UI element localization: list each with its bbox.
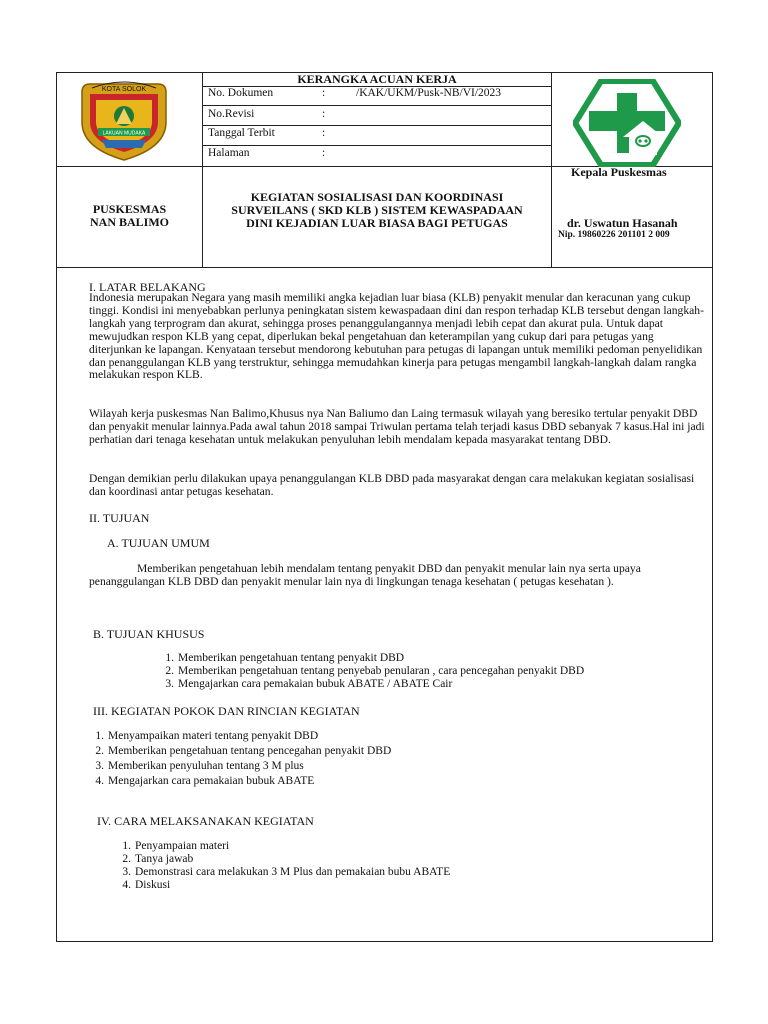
signer-nip: Nip. 19860226 201101 2 009 xyxy=(558,230,670,240)
field-separator: : xyxy=(322,87,326,99)
paragraph-text: Wilayah kerja puskesmas Nan Balimo,Khusus nya Nan Baliumo dan Laing termasuk wilayah yang beresiko tertular penyakit DBD dan penyakit menular lainnya.Pada awal tahun 2018 sampai Triwulan pertama telah terjadi kasus DBD sebanyak 7 kasus.Hal ini jadi perhatian dari tenaga kesehatan untuk melakukan penyuluhan lebih mendalam kepada masyarakat tentang DBD. xyxy=(89,407,705,446)
list-number: 2. xyxy=(165,665,174,677)
list-item xyxy=(95,729,668,744)
paragraph-text: Indonesia merupakan Negara yang masih memiliki angka kejadian luar biasa (KLB) penyakit menular dan keracunan yang cukup tinggi. Kondisi ini menyebabkan perlunya peningkatan sistem kewaspadaan dini dan respon terhadap KLB tersebut dengan langkah-langkah yang terprogram dan akurat, sehingga proses penanggulangannya menjadi lebih cepat dan akurat pula. Untuk dapat mewujudkan respon KLB yang cepat, diperlukan bekal pengetahuan dan keterampilan yang cukup dari para petugas yang diterjunkan ke lapangan. Kenyataan tersebut mendorong kebutuhan para petugas di lapangan untuk memiliki pedoman penyelidikan dan penanggulangan KLB yang terstruktur, sehingga memudahkan kinerja para petugas mengambil langkah-langkah dalam rangka melakukan respon KLB. xyxy=(89,291,704,382)
list-item-text: Diskusi xyxy=(135,879,171,891)
field-label-halaman: Halaman xyxy=(208,147,250,159)
list-number: 3. xyxy=(165,678,174,690)
list-number: 2. xyxy=(95,745,104,757)
tujuan-umum-paragraph xyxy=(89,563,705,589)
header-rule xyxy=(202,105,551,106)
section-1-paragraph-2 xyxy=(89,408,705,447)
section-heading-kegiatan-pokok: III. KEGIATAN POKOK DAN RINCIAN KEGIATAN xyxy=(93,704,360,718)
signer-name: dr. Uswatun Hasanah xyxy=(567,216,678,230)
field-separator: : xyxy=(322,147,326,159)
list-item xyxy=(165,652,698,665)
list-number: 2. xyxy=(122,853,131,865)
list-number: 3. xyxy=(122,866,131,878)
list-item xyxy=(165,678,698,691)
list-number: 3. xyxy=(95,760,104,772)
document-type-title: KERANGKA ACUAN KERJA xyxy=(297,72,457,86)
org-name-line1: PUSKESMAS xyxy=(92,202,167,216)
list-number: 1. xyxy=(122,840,131,852)
kegiatan-pokok-list xyxy=(95,729,668,789)
list-item xyxy=(95,744,668,759)
header-divider-left xyxy=(202,72,203,267)
subsection-heading-tujuan-umum: A. TUJUAN UMUM xyxy=(107,536,210,550)
list-item xyxy=(122,866,675,879)
list-item-text: Memberikan pengetahuan tentang penyebab penularan , cara pencegahan penyakit DBD xyxy=(178,665,585,677)
header-divider-right xyxy=(551,72,552,267)
list-number: 1. xyxy=(95,730,104,742)
paragraph-text: Memberikan pengetahuan lebih mendalam tentang penyakit DBD dan penyakit menular lain nya serta upaya penanggulangan KLB DBD dan penyakit menular lain nya di lingkungan tenaga kesehatan ( petugas kesehatan ). xyxy=(89,562,641,588)
list-item-text: Penyampaian materi xyxy=(135,840,230,852)
org-name-line2: NAN BALIMO xyxy=(89,215,169,230)
cara-melaksanakan-list xyxy=(122,840,675,892)
list-number: 1. xyxy=(165,652,174,664)
list-item xyxy=(122,853,675,866)
emblem-ribbon-text: LAKUAN MUDAKA xyxy=(102,130,146,137)
field-value-no-dokumen: /KAK/UKM/Pusk-NB/VI/2023 xyxy=(356,87,502,99)
list-number: 4. xyxy=(95,775,104,787)
subsection-heading-tujuan-khusus: B. TUJUAN KHUSUS xyxy=(93,627,205,641)
list-item xyxy=(122,879,675,892)
list-item-text: Demonstrasi cara melakukan 3 M Plus dan pemakaian bubu ABATE xyxy=(135,866,451,878)
document-subject: KEGIATAN SOSIALISASI DAN KOORDINASI SURVEILANS ( SKD KLB ) SISTEM KEWASPADAAN DINI KEJADIAN LUAR BIASA BAGI PETUGAS xyxy=(231,190,523,231)
list-item xyxy=(122,840,675,853)
city-emblem-logo xyxy=(76,78,172,162)
emblem-top-text: KOTA SOLOK xyxy=(101,86,147,93)
section-heading-latar-belakang: I. LATAR BELAKANG xyxy=(89,280,206,294)
list-item-text: Menyampaikan materi tentang penyakit DBD xyxy=(108,730,319,742)
section-1-paragraph-1 xyxy=(89,292,705,382)
header-rule xyxy=(202,125,551,126)
list-item-text: Memberikan pengetahuan tentang penyakit DBD xyxy=(178,652,405,664)
list-item-text: Memberikan penyuluhan tentang 3 M plus xyxy=(108,760,304,772)
list-item xyxy=(95,774,668,789)
header-rule xyxy=(202,145,551,146)
puskesmas-logo xyxy=(573,79,681,167)
field-separator: : xyxy=(322,108,326,120)
section-heading-tujuan: II. TUJUAN xyxy=(89,511,150,525)
org-name xyxy=(57,203,202,229)
field-separator: : xyxy=(322,127,326,139)
list-item-text: Mengajarkan cara pemakaian bubuk ABATE xyxy=(108,775,315,787)
list-item-text: Tanya jawab xyxy=(135,853,194,865)
list-item xyxy=(165,665,698,678)
list-item-text: Memberikan pengetahuan tentang pencegahan penyakit DBD xyxy=(108,745,392,757)
field-label-no-revisi: No.Revisi xyxy=(208,108,255,120)
field-label-no-dokumen: No. Dokumen xyxy=(208,87,274,99)
list-item-text: Mengajarkan cara pemakaian bubuk ABATE / ABATE Cair xyxy=(178,678,453,690)
tujuan-khusus-list xyxy=(165,652,698,691)
field-label-tanggal-terbit: Tanggal Terbit xyxy=(208,127,275,139)
section-heading-cara-melaksanakan: IV. CARA MELAKSANAKAN KEGIATAN xyxy=(97,814,314,828)
list-item xyxy=(95,759,668,774)
section-1-paragraph-3 xyxy=(89,473,705,499)
list-number: 4. xyxy=(122,879,131,891)
signer-title: Kepala Puskesmas xyxy=(571,165,667,179)
header-rule xyxy=(56,267,713,268)
paragraph-text: Dengan demikian perlu dilakukan upaya penanggulangan KLB DBD pada masyarakat dengan cara melakukan kegiatan sosialisasi dan koordinasi antar petugas kesehatan. xyxy=(89,472,695,498)
